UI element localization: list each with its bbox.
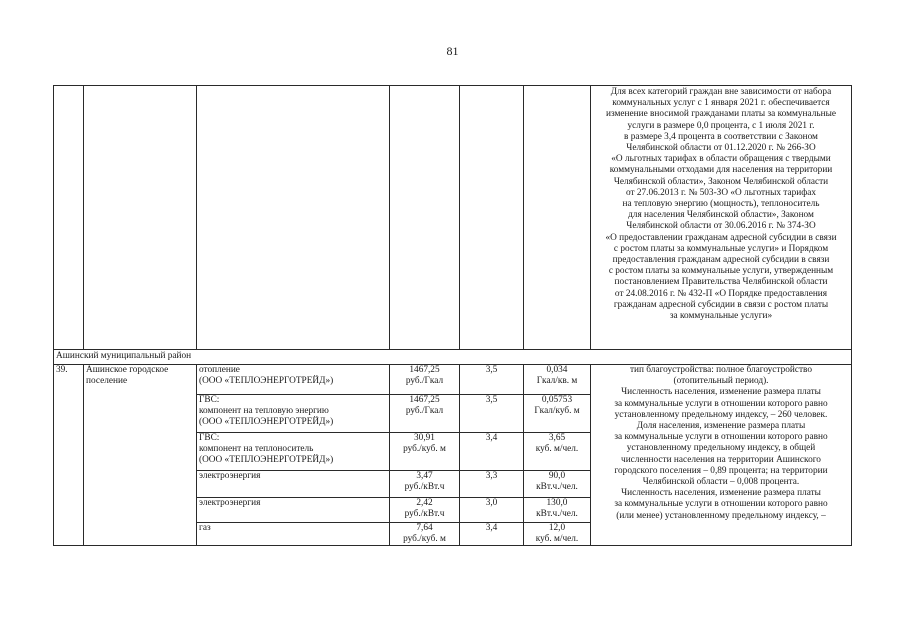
tariff-table bbox=[53, 85, 852, 546]
norm-value: 3,65 bbox=[548, 433, 566, 443]
legal-line: предоставления гражданам адресной субсидии в связи bbox=[612, 255, 830, 266]
norm-unit: кВт.ч./чел. bbox=[536, 509, 578, 520]
service-name-line: ГВС: bbox=[199, 433, 220, 443]
note-line: за коммунальные услуги в отношении которого равно bbox=[614, 398, 828, 409]
legal-line: коммунальными отходами для населения на территории bbox=[609, 165, 833, 176]
legal-line: с ростом платы за коммунальные услуги» и Порядком bbox=[613, 243, 829, 254]
norm-value: 130,0 bbox=[546, 498, 568, 508]
tariff-cell bbox=[390, 471, 460, 498]
note-line: установленному предельному индексу, в общей bbox=[626, 443, 816, 454]
legal-line: на тепловую энергию (мощность), теплоноситель bbox=[622, 199, 820, 210]
continuation-row bbox=[54, 86, 852, 350]
legal-line: Для всех категорий граждан вне зависимости от набора bbox=[610, 87, 832, 97]
tariff-value: 30,91 bbox=[414, 433, 435, 443]
legal-line: для населения Челябинской области», Законом bbox=[628, 210, 814, 221]
norm-cell bbox=[524, 471, 591, 498]
service-name bbox=[197, 395, 390, 433]
note-line: Доля населения, изменение размера платы bbox=[636, 421, 806, 432]
service-name-line: компонент на теплоноситель bbox=[199, 444, 314, 455]
percent-cell: 3,4 bbox=[460, 523, 524, 546]
note-line: Численность населения, изменение размера платы bbox=[621, 387, 821, 398]
legal-line: коммунальных услуг с 1 января 2021 г. обеспечивается bbox=[612, 98, 830, 109]
tariff-unit: руб./куб. м bbox=[403, 444, 446, 455]
service-name-line: электроэнергия bbox=[199, 498, 261, 508]
note-line: (или менее) установленному предельному индексу, – bbox=[616, 510, 826, 521]
tariff-cell bbox=[390, 498, 460, 523]
tariff-value: 2,42 bbox=[416, 498, 433, 508]
norm-value: 0,05753 bbox=[541, 395, 573, 405]
service-name-line: электроэнергия bbox=[199, 471, 261, 481]
legal-line: постановлением Правительства Челябинской области bbox=[614, 277, 828, 288]
norm-value: 12,0 bbox=[548, 523, 566, 533]
norm-unit: куб. м/чел. bbox=[535, 534, 579, 545]
tariff-cell bbox=[390, 365, 460, 395]
service-name-line: газ bbox=[199, 523, 211, 533]
service-name-line: (ООО «ТЕПЛОЭНЕРГОТРЕЙД») bbox=[199, 376, 334, 387]
service-name bbox=[197, 523, 390, 546]
legal-line: от 24.08.2016 г. № 432-П «О Порядке предоставления bbox=[614, 288, 828, 299]
tariff-value: 1467,25 bbox=[409, 395, 440, 405]
tariff-value: 7,64 bbox=[416, 523, 433, 533]
note-line: Численность населения, изменение размера платы bbox=[621, 488, 821, 499]
note-line: за коммунальные услуги в отношении которого равно bbox=[614, 499, 828, 510]
tariff-unit: руб./Гкал bbox=[405, 376, 444, 387]
percent-cell: 3,4 bbox=[460, 433, 524, 471]
region-title: Ашинский муниципальный район bbox=[54, 350, 852, 365]
norm-unit: Гкал/кв. м bbox=[536, 376, 578, 387]
norm-unit: Гкал/куб. м bbox=[534, 406, 580, 417]
tariff-unit: руб./куб. м bbox=[403, 534, 446, 545]
legal-line: Челябинской области от 01.12.2020 г. № 266-ЗО bbox=[626, 143, 816, 154]
service-name bbox=[197, 365, 390, 395]
tariff-cell bbox=[390, 433, 460, 471]
municipality-line: Ашинское городское bbox=[86, 365, 169, 375]
legal-line: услуги в размере 0,0 процента, с 1 июля 2021 г. bbox=[627, 120, 815, 131]
note-line: тип благоустройства: полное благоустройство bbox=[629, 365, 813, 375]
note-line: установленному предельному индексу, – 260 человек. bbox=[614, 409, 828, 420]
tariff-unit: руб./кВт.ч bbox=[404, 482, 445, 493]
legal-line: гражданам адресной субсидии в связи с ростом платы bbox=[613, 299, 829, 310]
service-name-line: компонент на тепловую энергию bbox=[199, 406, 329, 417]
norm-cell bbox=[524, 365, 591, 395]
page-number: 81 bbox=[446, 44, 459, 58]
service-name-line: (ООО «ТЕПЛОЭНЕРГОТРЕЙД») bbox=[199, 455, 334, 466]
tariff-value: 3,47 bbox=[416, 471, 433, 481]
percent-cell: 3,5 bbox=[460, 395, 524, 433]
legal-line: за коммунальные услуги» bbox=[669, 311, 773, 322]
tariff-unit: руб./Гкал bbox=[405, 406, 444, 417]
tariff-value: 1467,25 bbox=[409, 365, 440, 375]
legal-basis-cell bbox=[591, 86, 852, 350]
service-name bbox=[197, 498, 390, 523]
region-row bbox=[54, 350, 852, 365]
entry-number: 39. bbox=[54, 365, 84, 546]
note-line: городского поселения – 0,89 процента; на территории bbox=[614, 465, 828, 476]
norm-unit: кВт.ч./чел. bbox=[536, 482, 578, 493]
legal-line: Челябинской области», Законом Челябинской области bbox=[613, 176, 829, 187]
table-row bbox=[54, 365, 852, 395]
norm-unit: куб. м/чел. bbox=[535, 444, 579, 455]
legal-line: изменение вносимой гражданами платы за коммунальные bbox=[606, 109, 836, 120]
note-line: (отопительный период). bbox=[673, 376, 769, 387]
service-name bbox=[197, 433, 390, 471]
norm-cell bbox=[524, 523, 591, 546]
norm-cell bbox=[524, 395, 591, 433]
note-line: за коммунальные услуги в отношении которого равно bbox=[614, 432, 828, 443]
legal-line: «О льготных тарифах в области обращения с твердыми bbox=[611, 154, 831, 165]
note-cell bbox=[591, 365, 852, 546]
note-line: численности населения на территории Ашинского bbox=[621, 454, 821, 465]
norm-value: 90,0 bbox=[548, 471, 566, 481]
tariff-unit: руб./кВт.ч bbox=[404, 509, 445, 520]
service-name bbox=[197, 471, 390, 498]
tariff-cell bbox=[390, 523, 460, 546]
service-name-line: ГВС: bbox=[199, 395, 220, 405]
service-name-line: (ООО «ТЕПЛОЭНЕРГОТРЕЙД») bbox=[199, 417, 334, 428]
municipality-cell bbox=[84, 365, 197, 546]
legal-line: от 27.06.2013 г. № 503-ЗО «О льготных тарифах bbox=[625, 187, 817, 198]
norm-cell bbox=[524, 433, 591, 471]
percent-cell: 3,5 bbox=[460, 365, 524, 395]
percent-cell: 3,0 bbox=[460, 498, 524, 523]
percent-cell: 3,3 bbox=[460, 471, 524, 498]
legal-line: в размере 3,4 процента в соответствии с Законом bbox=[624, 131, 818, 142]
tariff-cell bbox=[390, 395, 460, 433]
legal-line: «О предоставлении гражданам адресной субсидии в связи bbox=[605, 232, 837, 243]
legal-line: Челябинской области от 30.06.2016 г. № 374-ЗО bbox=[626, 221, 816, 232]
note-line: Челябинской области – 0,008 процента. bbox=[642, 477, 800, 488]
service-name-line: отопление bbox=[199, 365, 240, 375]
legal-line: с ростом платы за коммунальные услуги, утвержденным bbox=[608, 266, 834, 277]
norm-value: 0,034 bbox=[546, 365, 568, 375]
municipality-line: поселение bbox=[86, 376, 128, 387]
norm-cell bbox=[524, 498, 591, 523]
